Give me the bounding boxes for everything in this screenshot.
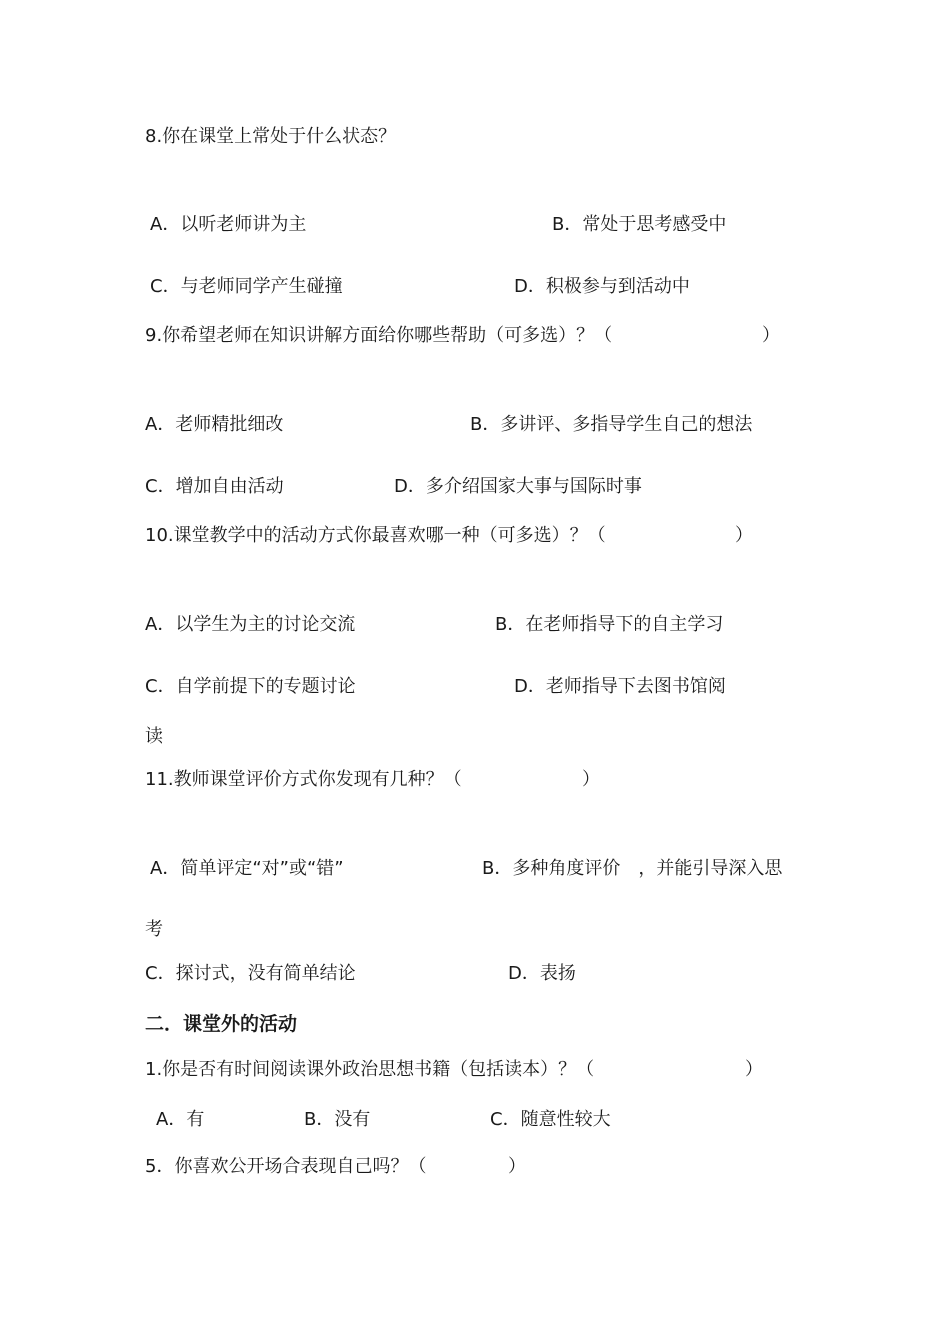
- question-9: 9.你希望老师在知识讲解方面给你哪些帮助（可多选）？（: [145, 325, 613, 346]
- q11-option-b: B．多种角度评价 ，并能引导深入思: [482, 858, 783, 879]
- section-heading-outside-class: 二．课堂外的活动: [145, 1013, 298, 1035]
- question-8: 8.你在课堂上常处于什么状态？: [145, 126, 397, 147]
- q8-option-c: C．与老师同学产生碰撞: [150, 276, 343, 297]
- q8-option-d: D．积极参与到活动中: [514, 276, 690, 297]
- q10-option-b: B．在老师指导下的自主学习: [495, 614, 724, 635]
- q11-option-d: D．表扬: [508, 963, 576, 984]
- question-10: 10.课堂教学中的活动方式你最喜欢哪一种（可多选）？（: [145, 525, 606, 546]
- q8-option-b: B．常处于思考感受中: [552, 214, 727, 235]
- q11-answer-close-paren: ）: [582, 769, 600, 790]
- q11-option-a: A．简单评定“对”或“错”: [150, 858, 344, 879]
- section2-q5-answer-close-paren: ）: [508, 1156, 526, 1177]
- q10-option-d: D．老师指导下去图书馆阅: [514, 676, 726, 697]
- q9-option-a: A．老师精批细改: [145, 414, 284, 435]
- q9-option-d: D．多介绍国家大事与国际时事: [394, 476, 642, 497]
- section2-q1-option-a: A．有: [156, 1109, 205, 1130]
- q9-option-b: B．多讲评、多指导学生自己的想法: [470, 414, 753, 435]
- section2-q1-option-c: C．随意性较大: [490, 1109, 611, 1130]
- section2-q1-answer-close-paren: ）: [745, 1059, 763, 1080]
- q10-answer-close-paren: ）: [735, 525, 753, 546]
- q11-option-b-continued: 考: [145, 919, 163, 940]
- q11-option-c: C．探讨式，没有简单结论: [145, 963, 356, 984]
- q9-option-c: C．增加自由活动: [145, 476, 284, 497]
- q8-option-a: A．以听老师讲为主: [150, 214, 307, 235]
- section2-q1-option-b: B．没有: [304, 1109, 371, 1130]
- section2-question-1: 1.你是否有时间阅读课外政治思想书籍（包括读本）？（: [145, 1059, 595, 1080]
- section2-question-5: 5．你喜欢公开场合表现自己吗？（: [145, 1156, 427, 1177]
- q10-option-d-continued: 读: [145, 726, 163, 747]
- q10-option-c: C．自学前提下的专题讨论: [145, 676, 356, 697]
- q10-option-a: A．以学生为主的讨论交流: [145, 614, 356, 635]
- q9-answer-close-paren: ）: [762, 325, 780, 346]
- question-11: 11.教师课堂评价方式你发现有几种？（: [145, 769, 462, 790]
